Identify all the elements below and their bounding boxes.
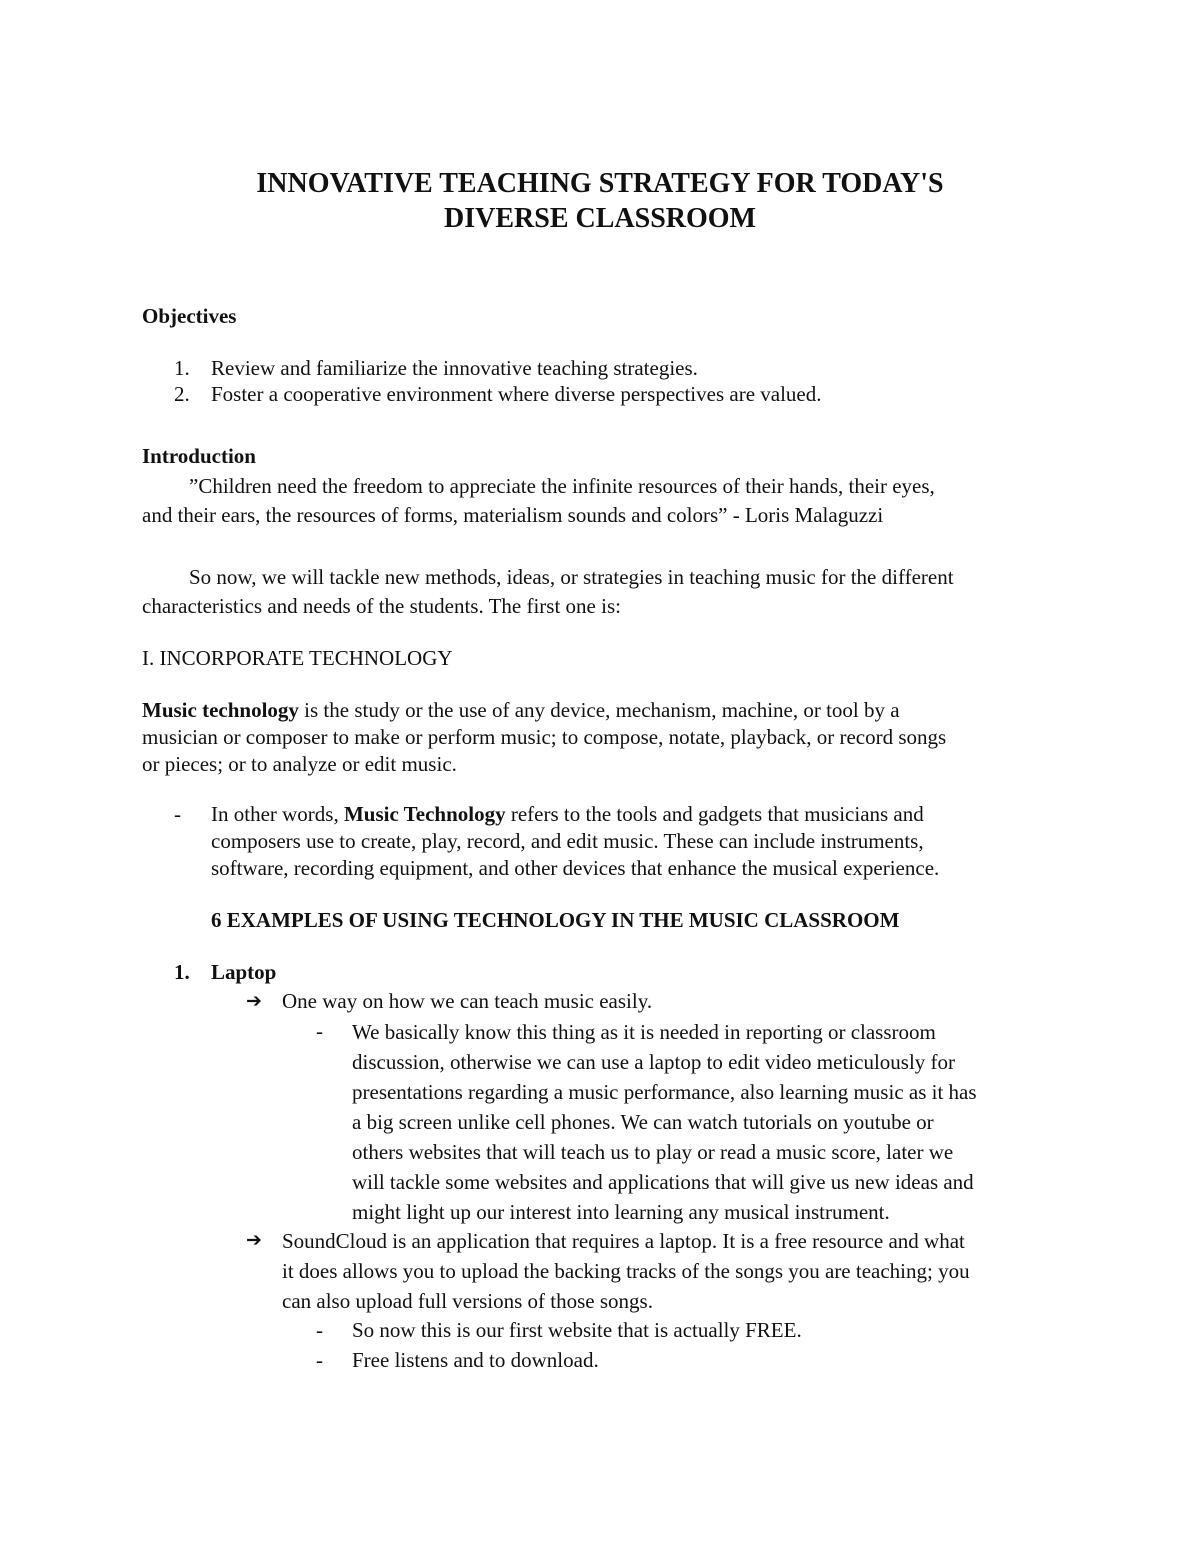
soundcloud-line-1: SoundCloud is an application that requires a laptop. It is a free resource and what bbox=[282, 1229, 965, 1253]
dash-marker: - bbox=[174, 802, 181, 826]
laptop-desc-line-2: discussion, otherwise we can use a laptop to edit video meticulously for bbox=[352, 1050, 956, 1074]
examples-heading: 6 EXAMPLES OF USING TECHNOLOGY IN THE MUSIC CLASSROOM bbox=[211, 908, 900, 932]
title-line-1: INNOVATIVE TEACHING STRATEGY FOR TODAY'S bbox=[256, 168, 944, 199]
sub-dash-marker: - bbox=[316, 1019, 323, 1043]
objective-number-1: 1. bbox=[174, 356, 190, 380]
example-number-1: 1. bbox=[174, 960, 190, 984]
other-words-prefix: In other words, bbox=[211, 802, 344, 826]
laptop-desc-line-4: a big screen unlike cell phones. We can watch tutorials on youtube or bbox=[352, 1110, 934, 1134]
other-words-line-2: composers use to create, play, record, and edit music. These can include instruments, bbox=[211, 829, 924, 853]
free-website-text: So now this is our first website that is actually FREE. bbox=[352, 1318, 802, 1342]
definition-line-3: or pieces; or to analyze or edit music. bbox=[142, 752, 457, 776]
introduction-heading: Introduction bbox=[142, 444, 256, 468]
laptop-desc-line-6: will tackle some websites and applications that will give us new ideas and bbox=[352, 1170, 974, 1194]
objectives-heading: Objectives bbox=[142, 304, 237, 328]
free-listens-text: Free listens and to download. bbox=[352, 1348, 599, 1372]
objective-text-2: Foster a cooperative environment where diverse perspectives are valued. bbox=[211, 382, 822, 406]
intro-paragraph-line-1: So now, we will tackle new methods, ideas, or strategies in teaching music for the different bbox=[189, 565, 954, 589]
other-words-line-1 bbox=[211, 800, 1091, 829]
other-words-term: Music Technology bbox=[343, 802, 506, 826]
laptop-desc-line-3: presentations regarding a music performance, also learning music as it has bbox=[352, 1080, 977, 1104]
definition-term: Music technology bbox=[142, 698, 299, 722]
title-line-2: DIVERSE CLASSROOM bbox=[444, 203, 756, 234]
arrow-right-icon-2: ➔ bbox=[246, 1229, 262, 1251]
quote-line-1: ”Children need the freedom to appreciate the infinite resources of their hands, their eyes, bbox=[189, 474, 935, 498]
objective-text-1: Review and familiarize the innovative teaching strategies. bbox=[211, 356, 698, 380]
definition-line-1 bbox=[142, 696, 1062, 725]
arrow-item-1-text: One way on how we can teach music easily. bbox=[282, 989, 653, 1013]
quote-line-2: and their ears, the resources of forms, materialism sounds and colors” - Loris Malaguzzi bbox=[142, 503, 884, 527]
soundcloud-line-3: can also upload full versions of those songs. bbox=[282, 1289, 653, 1313]
objective-number-2: 2. bbox=[174, 382, 190, 406]
laptop-desc-line-5: others websites that will teach us to play or read a music score, later we bbox=[352, 1140, 954, 1164]
intro-paragraph-line-2: characteristics and needs of the students. The first one is: bbox=[142, 594, 621, 618]
laptop-desc-line-1: We basically know this thing as it is needed in reporting or classroom bbox=[352, 1020, 936, 1044]
definition-line-1-rest: is the study or the use of any device, mechanism, machine, or tool by a bbox=[298, 698, 900, 722]
sub-dash-marker-2: - bbox=[316, 1318, 323, 1342]
section-heading-incorporate-technology: I. INCORPORATE TECHNOLOGY bbox=[142, 646, 453, 670]
arrow-right-icon: ➔ bbox=[246, 990, 262, 1012]
laptop-desc-line-7: might light up our interest into learning any musical instrument. bbox=[352, 1200, 890, 1224]
sub-dash-marker-3: - bbox=[316, 1348, 323, 1372]
document-title bbox=[0, 166, 1200, 236]
example-label-laptop: Laptop bbox=[211, 960, 277, 984]
definition-line-2: musician or composer to make or perform music; to compose, notate, playback, or record songs bbox=[142, 725, 947, 749]
soundcloud-line-2: it does allows you to upload the backing tracks of the songs you are teaching; you bbox=[282, 1259, 970, 1283]
other-words-line-1-rest: refers to the tools and gadgets that musicians and bbox=[505, 802, 924, 826]
other-words-line-3: software, recording equipment, and other devices that enhance the musical experience. bbox=[211, 856, 940, 880]
